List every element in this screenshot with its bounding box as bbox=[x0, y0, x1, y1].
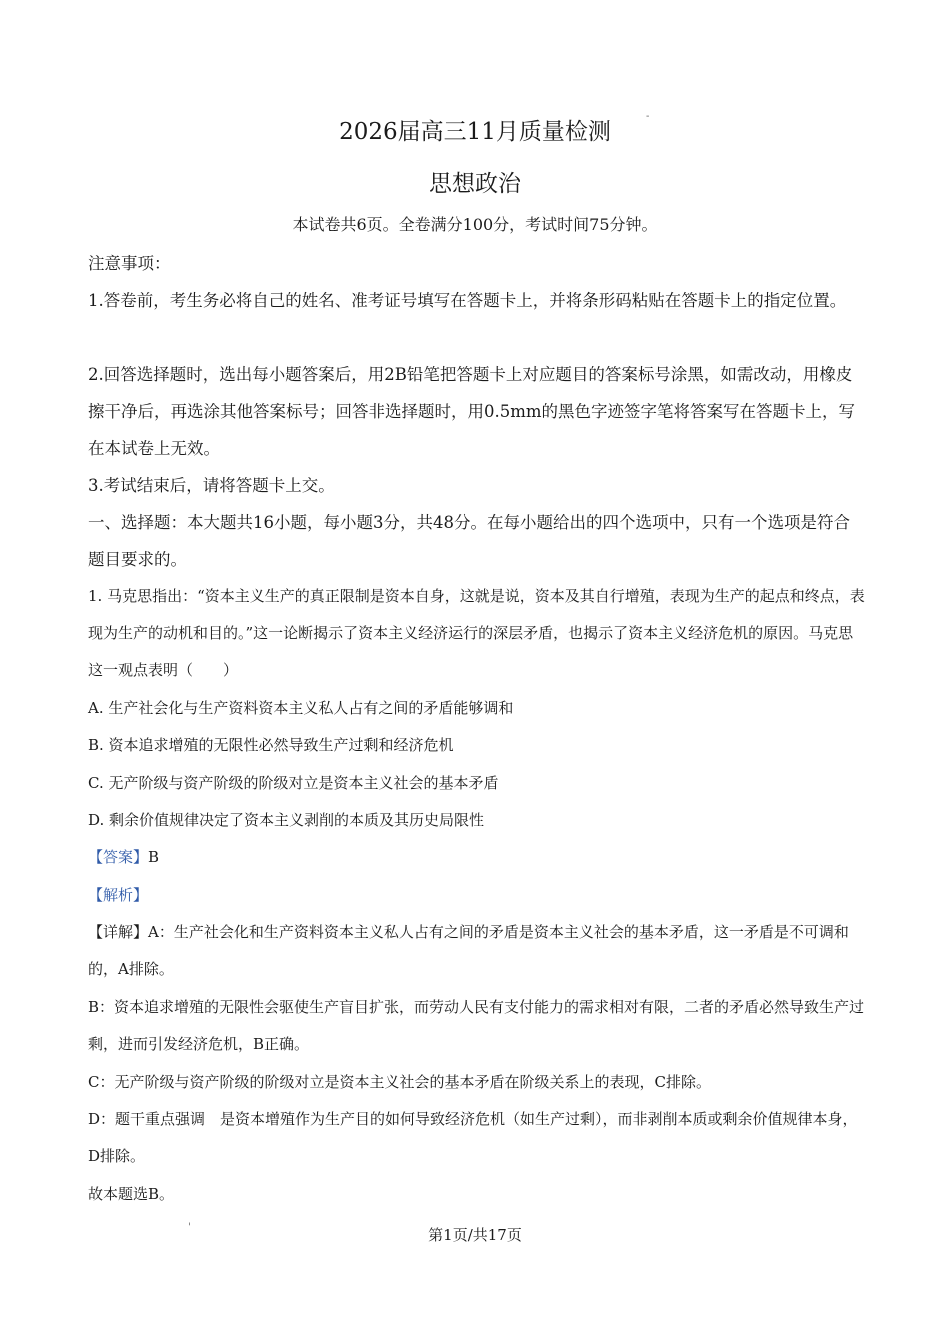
detail-a-text: A：生产社会化和生产资料资本主义私人占有之间的矛盾是资本主义社会的基本矛盾，这一矛盾是不可调和的，A排除。 bbox=[88, 923, 849, 978]
scan-dot: - bbox=[646, 111, 650, 122]
analysis-label: 【解析】 bbox=[88, 886, 149, 904]
detail-label: 【详解】 bbox=[88, 923, 149, 941]
answer-line bbox=[88, 839, 866, 876]
option-d: D. 剩余价值规律决定了资本主义剥削的本质及其历史局限性 bbox=[88, 811, 485, 829]
notice-item-2: 2.回答选择题时，选出每小题答案后，用2B铅笔把答题卡上对应题目的答案标号涂黑，如需改动，用橡皮擦干净后，再选涂其他答案标号；回答非选择题时，用0.5mm的黑色字迹签字笔将答案写在答题卡上，写在本试卷上无效。 bbox=[88, 365, 856, 458]
option-b: B. 资本追求增殖的无限性必然导致生产过剩和经济危机 bbox=[88, 736, 454, 754]
exam-info: 本试卷共6页。全卷满分100分，考试时间75分钟。 bbox=[292, 215, 658, 234]
answer-value: B bbox=[148, 848, 160, 866]
section-heading: 一、选择题：本大题共16小题，每小题3分，共48分。在每小题给出的四个选项中，只有一个选项是符合题目要求的。 bbox=[88, 513, 850, 569]
notice-item-1: 1.答卷前，考生务必将自己的姓名、准考证号填写在答题卡上，并将条形码粘贴在答题卡上的指定位置。 bbox=[88, 291, 847, 310]
notice-item-3: 3.考试结束后，请将答题卡上交。 bbox=[88, 476, 335, 495]
detail-d: D：题干重点强调 是资本增殖作为生产目的如何导致经济危机（如生产过剩），而非剥削本质或剩余价值规律本身，D排除。 bbox=[88, 1110, 858, 1165]
notice-heading: 注意事项： bbox=[88, 254, 171, 273]
subject-title: 思想政治 bbox=[429, 171, 521, 197]
detail-a bbox=[88, 914, 866, 988]
scan-dot: ' bbox=[188, 1222, 191, 1233]
detail-b: B：资本追求增殖的无限性会驱使生产盲目扩张，而劳动人民有支付能力的需求相对有限，二者的矛盾必然导致生产过剩，进而引发经济危机，B正确。 bbox=[88, 998, 865, 1053]
option-a: A. 生产社会化与生产资料资本主义私人占有之间的矛盾能够调和 bbox=[88, 699, 514, 717]
conclusion: 故本题选B。 bbox=[88, 1185, 175, 1203]
detail-c: C：无产阶级与资产阶级的阶级对立是资本主义社会的基本矛盾在阶级关系上的表现，C排除。 bbox=[88, 1073, 711, 1091]
question-stem: 1. 马克思指出：“资本主义生产的真正限制是资本自身，这就是说，资本及其自行增殖，表现为生产的起点和终点，表现为生产的动机和目的。”这一论断揭示了资本主义经济运行的深层矛盾，也揭示了资本主义经济危机的原因。马克思这一观点表明（ ） bbox=[88, 587, 865, 679]
option-c: C. 无产阶级与资产阶级的阶级对立是资本主义社会的基本矛盾 bbox=[88, 774, 499, 792]
page-number: 第1页/共17页 bbox=[428, 1226, 522, 1244]
answer-label: 【答案】 bbox=[88, 848, 149, 866]
exam-title: 2026届高三11月质量检测 bbox=[339, 119, 611, 145]
